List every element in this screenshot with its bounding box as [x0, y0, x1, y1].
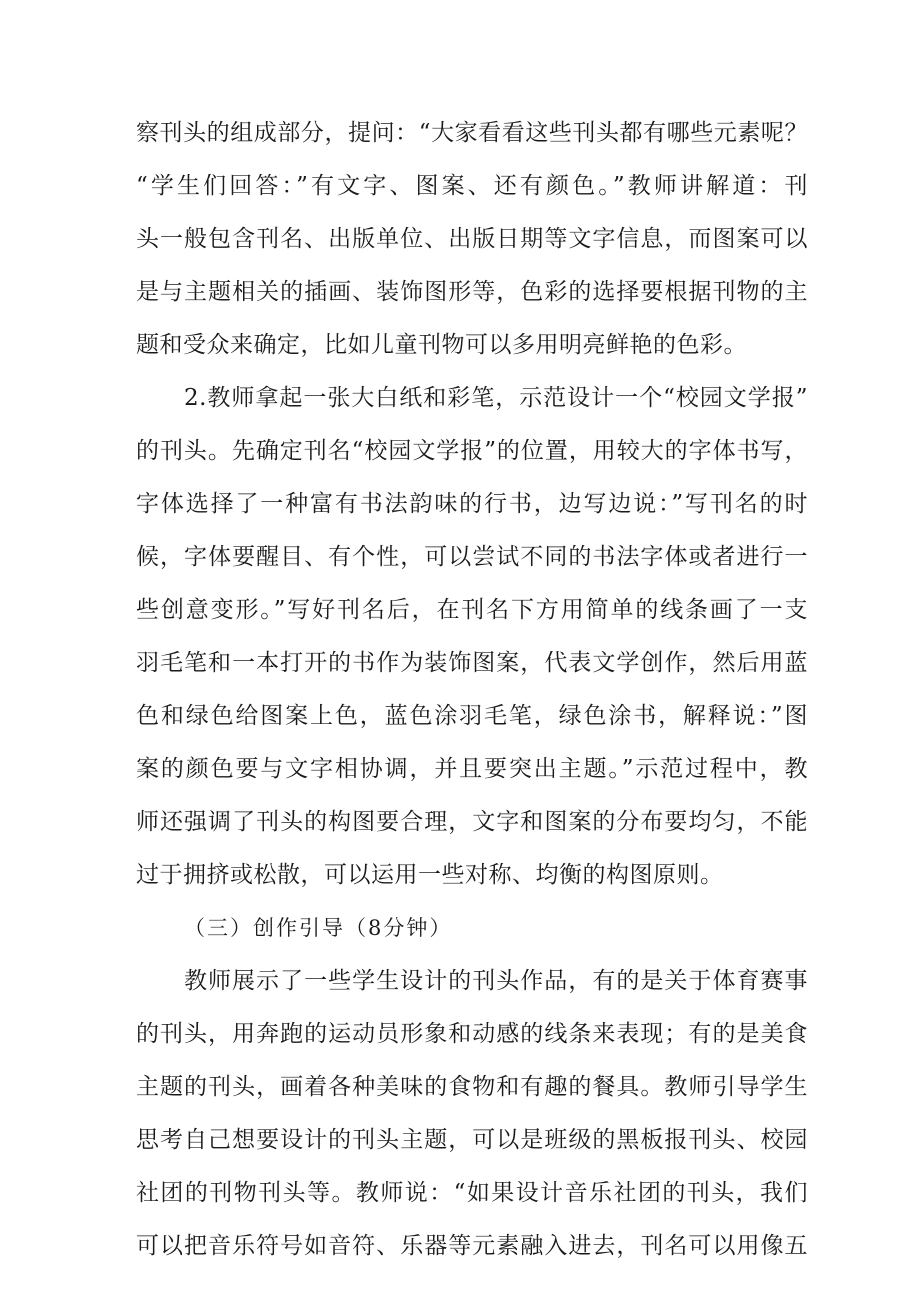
paragraph-line: 色和绿色给图案上色，蓝色涂羽毛笔，绿色涂书，解释说：”图	[136, 703, 808, 729]
paragraph-line: 思考自己想要设计的刊头主题，可以是班级的黑板报刊头、校园	[136, 1127, 808, 1153]
paragraph-line: 头一般包含刊名、出版单位、出版日期等文字信息，而图案可以	[136, 226, 808, 252]
paragraph-line: 师还强调了刊头的构图要合理，文字和图案的分布要均匀，不能	[136, 809, 808, 835]
paragraph-line: 是与主题相关的插画、装饰图形等，色彩的选择要根据刊物的主	[136, 279, 808, 305]
paragraph-line: 察刊头的组成部分，提问：“大家看看这些刊头都有哪些元素呢？	[136, 120, 808, 146]
paragraph-line: 的刊头。先确定刊名“校园文学报”的位置，用较大的字体书写，	[136, 438, 808, 464]
paragraph-line: 题和受众来确定，比如儿童刊物可以多用明亮鲜艳的色彩。	[136, 332, 747, 358]
paragraph-line: “学生们回答：”有文字、图案、还有颜色。”教师讲解道：刊	[136, 173, 808, 199]
paragraph-line: 羽毛笔和一本打开的书作为装饰图案，代表文学创作，然后用蓝	[136, 650, 808, 676]
paragraph-line: 社团的刊物刊头等。教师说：“如果设计音乐社团的刊头，我们	[136, 1180, 808, 1206]
paragraph-line: 主题的刊头，画着各种美味的食物和有趣的餐具。教师引导学生	[136, 1074, 808, 1100]
paragraph-line: 2.教师拿起一张大白纸和彩笔，示范设计一个“校园文学报”	[184, 385, 808, 411]
paragraph-line: 些创意变形。”写好刊名后，在刊名下方用简单的线条画了一支	[136, 597, 808, 623]
paragraph-line: 字体选择了一种富有书法韵味的行书，边写边说：”写刊名的时	[136, 491, 808, 517]
paragraph-line: 的刊头，用奔跑的运动员形象和动感的线条来表现；有的是美食	[136, 1021, 808, 1047]
paragraph-line: 过于拥挤或松散，可以运用一些对称、均衡的构图原则。	[136, 862, 724, 888]
paragraph-line: 可以把音乐符号如音符、乐器等元素融入进去，刊名可以用像五	[136, 1233, 808, 1259]
section-heading: （三）创作引导（8分钟）	[184, 916, 453, 940]
paragraph-line: 候，字体要醒目、有个性，可以尝试不同的书法字体或者进行一	[136, 544, 808, 570]
paragraph-line: 教师展示了一些学生设计的刊头作品，有的是关于体育赛事	[184, 968, 808, 994]
paragraph-line: 案的颜色要与文字相协调，并且要突出主题。”示范过程中，教	[136, 756, 808, 782]
